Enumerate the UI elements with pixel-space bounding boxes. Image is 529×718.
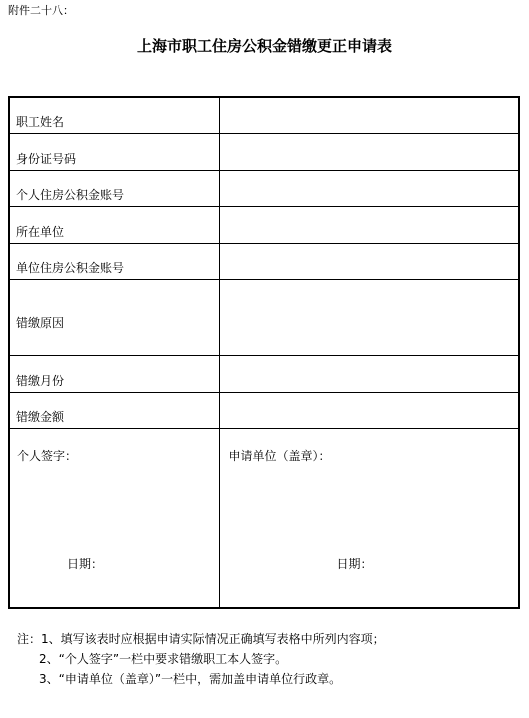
form-row-employee-name [9, 97, 519, 133]
attachment-label: 附件二十八： [8, 4, 74, 17]
notes-section [17, 629, 385, 689]
unit-date-label: 日期： [336, 556, 373, 571]
personal-date-label: 日期： [67, 556, 104, 571]
form-row-employer [9, 206, 519, 243]
field-label-employer: 所在单位 [9, 206, 219, 243]
field-label-error-months: 错缴月份 [9, 355, 219, 392]
field-label-error-amount: 错缴金额 [9, 392, 219, 428]
unit-stamp-label: 申请单位（盖章）： [228, 448, 331, 463]
field-value-id-number[interactable] [219, 133, 519, 170]
personal-signature-cell[interactable] [9, 428, 219, 608]
form-row-error-amount [9, 392, 519, 428]
form-row-personal-account [9, 170, 519, 206]
form-row-id-number [9, 133, 519, 170]
page-title: 上海市职工住房公积金错缴更正申请表 [136, 37, 392, 55]
field-label-personal-account: 个人住房公积金账号 [9, 170, 219, 206]
field-label-unit-account: 单位住房公积金账号 [9, 243, 219, 279]
field-value-error-reason[interactable] [219, 279, 519, 355]
field-label-error-reason: 错缴原因 [9, 279, 219, 355]
field-value-error-months[interactable] [219, 355, 519, 392]
personal-signature-label: 个人签字： [17, 448, 78, 463]
field-value-employee-name[interactable] [219, 97, 519, 133]
field-value-unit-account[interactable] [219, 243, 519, 279]
form-row-unit-account [9, 243, 519, 279]
field-label-employee-name: 职工姓名 [9, 97, 219, 133]
note-line-1: 注：1、填写该表时应根据申请实际情况正确填写表格中所列内容项； [17, 632, 385, 646]
form-row-error-reason [9, 279, 519, 355]
application-form-table [8, 96, 520, 609]
form-row-error-months [9, 355, 519, 392]
note-line-2: 2、“个人签字”一栏中要求错缴职工本人签字。 [39, 652, 288, 666]
unit-stamp-cell[interactable] [219, 428, 519, 608]
note-line-3: 3、“申请单位（盖章）”一栏中，需加盖申请单位行政章。 [39, 672, 342, 686]
field-value-error-amount[interactable] [219, 392, 519, 428]
field-label-id-number: 身份证号码 [9, 133, 219, 170]
field-value-personal-account[interactable] [219, 170, 519, 206]
field-value-employer[interactable] [219, 206, 519, 243]
form-row-signatures [9, 428, 519, 608]
